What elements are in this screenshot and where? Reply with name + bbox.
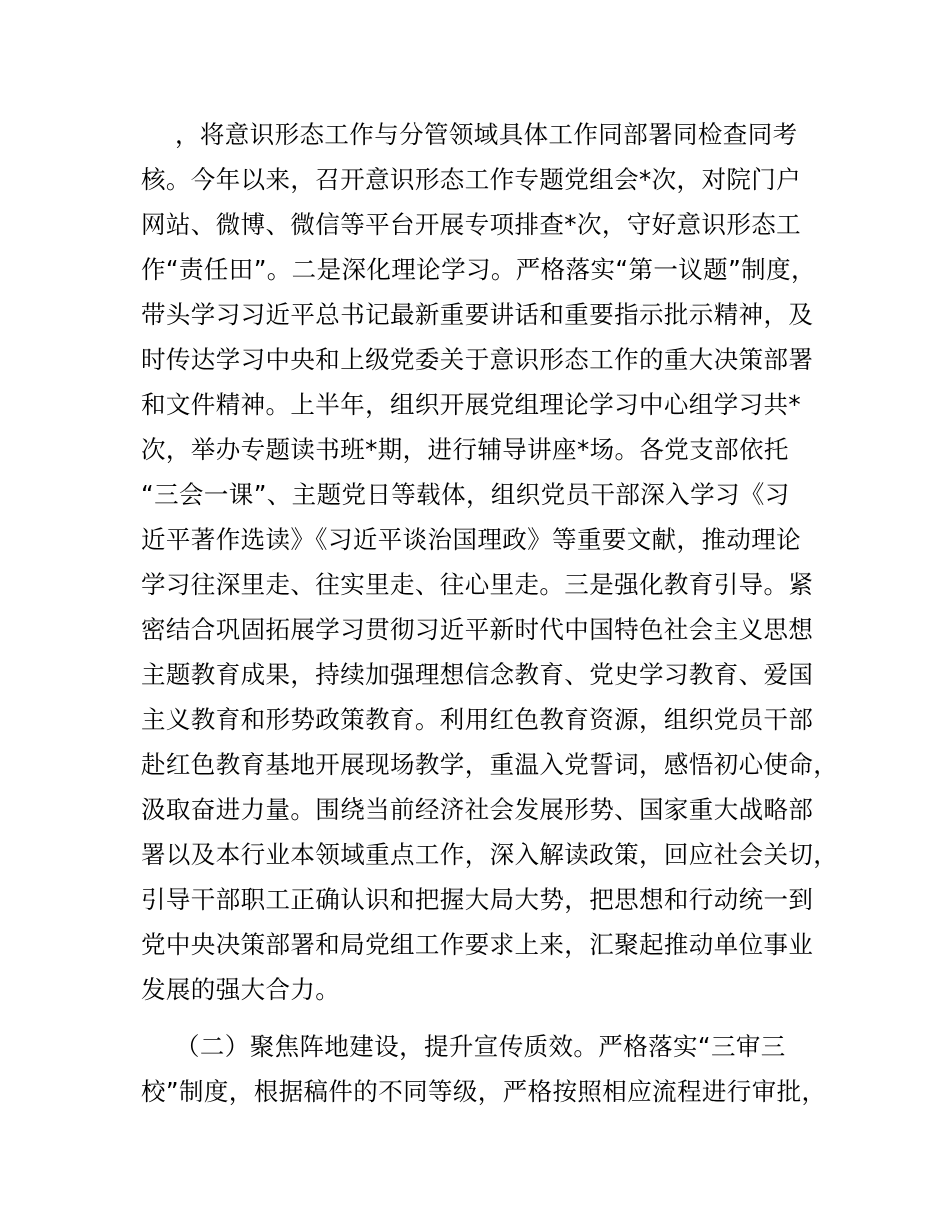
text-line: 时传达学习中央和上级党委关于意识形态工作的重大决策部署	[141, 345, 814, 374]
text-line: 校”制度，根据稿件的不同等级，严格按照相应流程进行审批，	[141, 1077, 827, 1106]
text-line: 汲取奋进力量。围绕当前经济社会发展形势、国家重大战略部	[141, 795, 814, 824]
text-line: 次，举办专题读书班*期，进行辅导讲座*场。各党支部依托	[141, 435, 789, 464]
text-line: 密结合巩固拓展学习贯彻习近平新时代中国特色社会主义思想	[141, 615, 814, 644]
text-line: 学习往深里走、往实里走、往心里走。三是强化教育引导。紧	[141, 570, 814, 599]
text-line: 赴红色教育基地开展现场教学，重温入党誓词，感悟初心使命，	[141, 750, 839, 779]
text-line: 引导干部职工正确认识和把握大局大势，把思想和行动统一到	[141, 885, 814, 914]
text-line: 和文件精神。上半年，组织开展党组理论学习中心组学习共*	[141, 390, 802, 419]
text-line: 党中央决策部署和局党组工作要求上来，汇聚起推动单位事业	[141, 930, 814, 959]
text-line: 核。今年以来，召开意识形态工作专题党组会*次，对院门户	[141, 165, 802, 194]
section-heading-line: （二）聚焦阵地建设，提升宣传质效。严格落实“三审三	[175, 1032, 786, 1061]
text-line: 网站、微博、微信等平台开展专项排查*次，守好意识形态工	[141, 210, 802, 239]
text-line: 带头学习习近平总书记最新重要讲话和重要指示批示精神，及	[141, 300, 814, 329]
text-line: 主题教育成果，持续加强理想信念教育、党史学习教育、爱国	[141, 660, 814, 689]
text-line: “三会一课”、主题党日等载体，组织党员干部深入学习《习	[141, 480, 790, 509]
text-line: 近平著作选读》《习近平谈治国理政》等重要文献，推动理论	[141, 525, 802, 554]
text-line: 作“责任田”。二是深化理论学习。严格落实“第一议题”制度，	[141, 255, 816, 284]
text-line: ，将意识形态工作与分管领域具体工作同部署同检查同考	[175, 120, 798, 149]
text-line: 署以及本行业本领域重点工作，深入解读政策，回应社会关切，	[141, 840, 839, 869]
text-line: 主义教育和形势政策教育。利用红色教育资源，组织党员干部	[141, 705, 814, 734]
text-line: 发展的强大合力。	[141, 975, 341, 1004]
